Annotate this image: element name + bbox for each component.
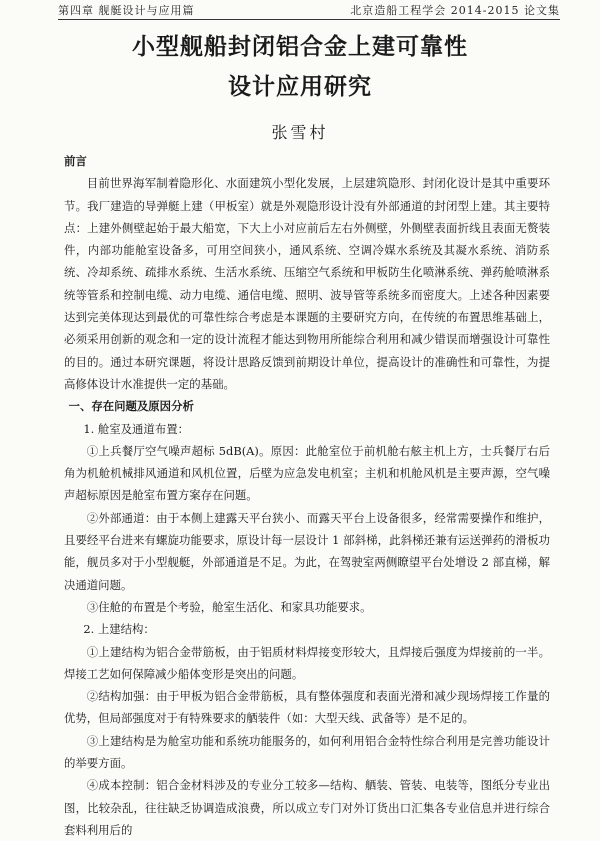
section-heading: 一、存在问题及原因分析	[68, 399, 194, 414]
chapter-label: 第四章 舰艇设计与应用篇	[58, 3, 195, 17]
paper-title-line2: 设计应用研究	[228, 73, 372, 100]
list-item: ②结构加强：由于甲板为铝合金带筋板，具有整体强度和表面光滑和减少现场焊接工作量的优势，但局部强度对于有特殊要求的舾装件（如：大型天线、武备等）是不足的。	[64, 689, 550, 726]
running-header	[58, 0, 560, 20]
list-item: ③住舱的布置是个考验，舱室生活化、和家具功能要求。	[86, 599, 372, 614]
paper-body	[64, 150, 550, 841]
list-item: ②外部通道：由于本侧上建露天平台狭小、而露天平台上设备很多，经常需要操作和维护，且要经平台进来有螺旋功能要求，原设计每一层设计 1 部斜梯，此斜梯还兼有运送弹药的滑板功能，舰员多对于小型舰艇，外部通道是不足。为此，在驾驶室两侧瞭望平台处增设 2 部直梯，解决通道问题。	[64, 510, 550, 592]
paper-title-line1: 小型舰船封闭铝合金上建可靠性	[132, 33, 468, 60]
list-item: ④成本控制：铝合金材料涉及的专业分工较多—结构、舾装、管装、电装等，图纸分专业出图，比较杂乱，往往缺乏协调造成浪费，所以成立专门对外订货出口汇集各专业信息并进行综合套料利用后的	[64, 778, 550, 837]
author-name: 张雪村	[271, 123, 329, 142]
list-item: ③上建结构是为舱室功能和系统功能服务的，如何利用铝合金特性综合利用是完善功能设计的举要方面。	[64, 733, 550, 771]
list-item: ①上建结构为铝合金带筋板，由于铝质材料焊接变形较大，且焊接后强度为焊接前的一半。焊接工艺如何保障减少船体变形是突出的问题。	[64, 644, 550, 681]
subsection-heading: 1. 舱室及通道布置：	[83, 421, 189, 436]
list-item: ①上兵餐厅空气噪声超标 5dB(A)。原因：此舱室位于前机舱右舷主机上方，士兵餐厅右后角为机舱机械排风通道和风机位置，后壁为应急发电机室；主机和机舱风机是主要声源，空气噪声超标原因是舱室布置方案存在问题。	[64, 443, 550, 503]
journal-label: 北京造船工程学会 2014-2015 论文集	[350, 3, 560, 17]
subsection-heading: 2. 上建结构：	[83, 622, 155, 637]
preface-heading: 前言	[64, 154, 87, 168]
preface-paragraph: 目前世界海军制着隐形化、水面建筑小型化发展，上层建筑隐形、封闭化设计是其中重要环节。我厂建造的导弹艇上建（甲板室）就是外观隐形设计没有外部通道的封闭型上建。其主要特点：上建外侧壁起始于最大船宽，下大上小对应前后左右外侧壁，外侧壁表面折线且表面无赘装件，内部功能舱室设备多，可用空间狭小，通风系统、空调冷媒水系统及其凝水系统、消防系统、冷却系统、疏排水系统、生活水系统、压缩空气系统和甲板防生化喷淋系统、弹药舱喷淋系统等管系和控制电缆、动力电缆、通信电缆、照明、波导管等系统多而密度大。上述各种因素要达到完美体现达到最优的可靠性综合考虑是本课题的主要研究方向，在传统的布置思维基础上，必须采用创新的观念和一定的设计流程才能达到物用所能综合利用和减少错误而增强设计可靠性的目的。通过本研究课题，将设计思路反馈到前期设计单位，提高设计的准确性和可靠性，为提高修体设计水准提供一定的基础。	[64, 176, 550, 391]
